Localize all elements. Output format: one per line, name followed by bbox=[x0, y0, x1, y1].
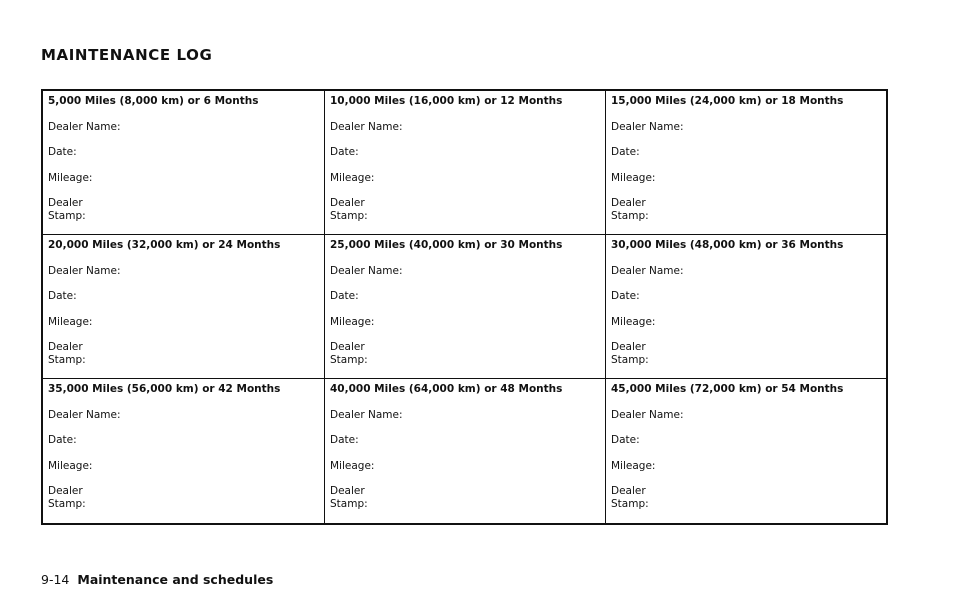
page-title: MAINTENANCE LOG bbox=[41, 46, 213, 64]
date-label: Date: bbox=[330, 434, 359, 446]
dealer-line: Dealer bbox=[330, 341, 365, 353]
stamp-line: Stamp: bbox=[611, 209, 649, 222]
log-cell bbox=[43, 379, 325, 523]
date-label: Date: bbox=[611, 146, 640, 158]
interval-heading: 35,000 Miles (56,000 km) or 42 Months bbox=[48, 383, 281, 395]
mileage-label: Mileage: bbox=[48, 459, 93, 472]
log-cell bbox=[325, 235, 606, 379]
log-cell bbox=[43, 91, 325, 235]
dealer-name-label: Dealer Name: bbox=[611, 408, 684, 421]
stamp-line: Stamp: bbox=[611, 497, 649, 510]
interval-heading: 30,000 Miles (48,000 km) or 36 Months bbox=[611, 239, 844, 251]
stamp-line: Stamp: bbox=[330, 209, 368, 222]
mileage-label: Mileage: bbox=[330, 315, 375, 328]
interval-heading: 25,000 Miles (40,000 km) or 30 Months bbox=[330, 239, 563, 251]
dealer-name-label: Dealer Name: bbox=[48, 120, 121, 133]
interval-heading: 5,000 Miles (8,000 km) or 6 Months bbox=[48, 95, 259, 107]
mileage-label: Mileage: bbox=[611, 171, 656, 184]
mileage-label: Mileage: bbox=[48, 315, 93, 328]
dealer-name-label: Dealer Name: bbox=[330, 120, 403, 133]
interval-heading: 45,000 Miles (72,000 km) or 54 Months bbox=[611, 383, 844, 395]
interval-heading: 40,000 Miles (64,000 km) or 48 Months bbox=[330, 383, 563, 395]
interval-heading: 20,000 Miles (32,000 km) or 24 Months bbox=[48, 239, 281, 251]
stamp-line: Stamp: bbox=[611, 353, 649, 366]
dealer-name-label: Dealer Name: bbox=[48, 408, 121, 421]
page-footer bbox=[41, 572, 273, 587]
dealer-name-label: Dealer Name: bbox=[611, 120, 684, 133]
maintenance-log-table bbox=[41, 89, 888, 525]
log-cell bbox=[606, 91, 886, 235]
dealer-line: Dealer bbox=[611, 341, 646, 353]
interval-heading: 15,000 Miles (24,000 km) or 18 Months bbox=[611, 95, 844, 107]
dealer-line: Dealer bbox=[48, 197, 83, 209]
dealer-name-label: Dealer Name: bbox=[330, 264, 403, 277]
dealer-line: Dealer bbox=[48, 485, 83, 497]
log-cell bbox=[606, 379, 886, 523]
log-cell bbox=[325, 379, 606, 523]
date-label: Date: bbox=[48, 290, 77, 302]
dealer-line: Dealer bbox=[48, 341, 83, 353]
date-label: Date: bbox=[611, 290, 640, 302]
mileage-label: Mileage: bbox=[330, 459, 375, 472]
log-cell bbox=[606, 235, 886, 379]
stamp-line: Stamp: bbox=[48, 209, 86, 222]
stamp-line: Stamp: bbox=[48, 497, 86, 510]
dealer-line: Dealer bbox=[330, 485, 365, 497]
date-label: Date: bbox=[611, 434, 640, 446]
mileage-label: Mileage: bbox=[611, 315, 656, 328]
dealer-name-label: Dealer Name: bbox=[330, 408, 403, 421]
section-title: Maintenance and schedules bbox=[77, 572, 274, 587]
stamp-line: Stamp: bbox=[48, 353, 86, 366]
date-label: Date: bbox=[48, 146, 77, 158]
dealer-name-label: Dealer Name: bbox=[611, 264, 684, 277]
mileage-label: Mileage: bbox=[48, 171, 93, 184]
mileage-label: Mileage: bbox=[330, 171, 375, 184]
mileage-label: Mileage: bbox=[611, 459, 656, 472]
stamp-line: Stamp: bbox=[330, 353, 368, 366]
log-cell bbox=[325, 91, 606, 235]
dealer-line: Dealer bbox=[611, 485, 646, 497]
log-cell bbox=[43, 235, 325, 379]
dealer-line: Dealer bbox=[611, 197, 646, 209]
page-number: 9-14 bbox=[41, 572, 70, 587]
date-label: Date: bbox=[330, 146, 359, 158]
date-label: Date: bbox=[48, 434, 77, 446]
stamp-line: Stamp: bbox=[330, 497, 368, 510]
date-label: Date: bbox=[330, 290, 359, 302]
dealer-line: Dealer bbox=[330, 197, 365, 209]
interval-heading: 10,000 Miles (16,000 km) or 12 Months bbox=[330, 95, 563, 107]
dealer-name-label: Dealer Name: bbox=[48, 264, 121, 277]
